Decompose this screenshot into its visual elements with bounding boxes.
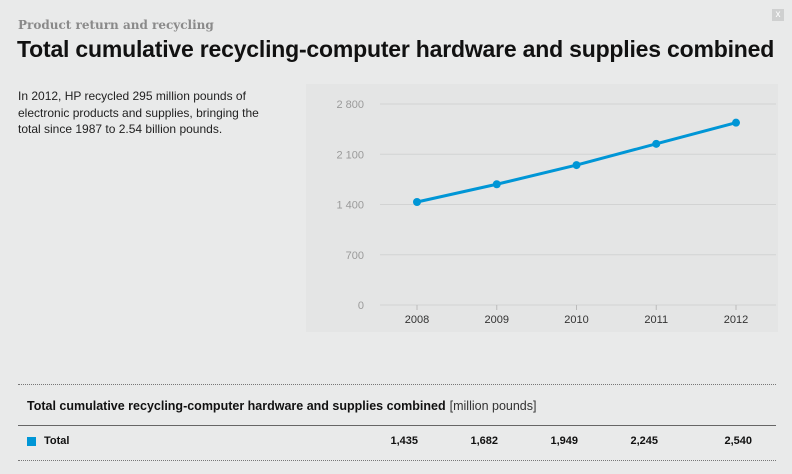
- divider-top: [18, 384, 776, 385]
- divider-bottom: [18, 460, 776, 461]
- table-cell: 2,245: [630, 435, 658, 447]
- series-swatch: [27, 437, 36, 446]
- table-cell: 1,435: [390, 435, 418, 447]
- table-cell: 1,682: [470, 435, 498, 447]
- data-point: [413, 198, 421, 206]
- close-icon[interactable]: x: [772, 9, 784, 21]
- table-cell: 1,949: [550, 435, 578, 447]
- y-tick-label: 2 800: [336, 99, 364, 111]
- table-header-rule: [18, 425, 776, 426]
- data-point: [652, 140, 660, 148]
- plot-background: [306, 84, 778, 332]
- x-tick-label: 2011: [644, 314, 669, 326]
- description-text: In 2012, HP recycled 295 million pounds of electronic products and supplies, bringing the total since 1987 to 2.54 billion pounds.: [18, 89, 259, 136]
- data-point: [732, 119, 740, 127]
- x-tick-label: 2009: [484, 314, 509, 326]
- data-point: [573, 161, 581, 169]
- line-chart: [306, 84, 778, 332]
- x-tick-label: 2012: [723, 314, 749, 326]
- y-tick-label: 700: [345, 249, 364, 262]
- table-unit: [million pounds]: [449, 399, 537, 413]
- section-kicker: Product return and recycling: [18, 18, 214, 32]
- table-title: [27, 399, 536, 413]
- table-cell: 2,540: [724, 435, 752, 447]
- y-tick-label: 2 100: [336, 149, 364, 162]
- row-label-text: Total: [44, 435, 70, 447]
- x-tick-label: 2008: [404, 314, 430, 326]
- table-title-text: Total cumulative recycling-computer hardware and supplies combined: [27, 399, 446, 413]
- y-tick-label: 1 400: [336, 199, 364, 212]
- x-tick-label: 2010: [564, 314, 589, 326]
- data-point: [493, 180, 501, 188]
- page-title: Total cumulative recycling-computer hardware and supplies combined: [17, 36, 775, 62]
- table-row-label: [27, 435, 69, 447]
- y-tick-label: 0: [357, 300, 364, 312]
